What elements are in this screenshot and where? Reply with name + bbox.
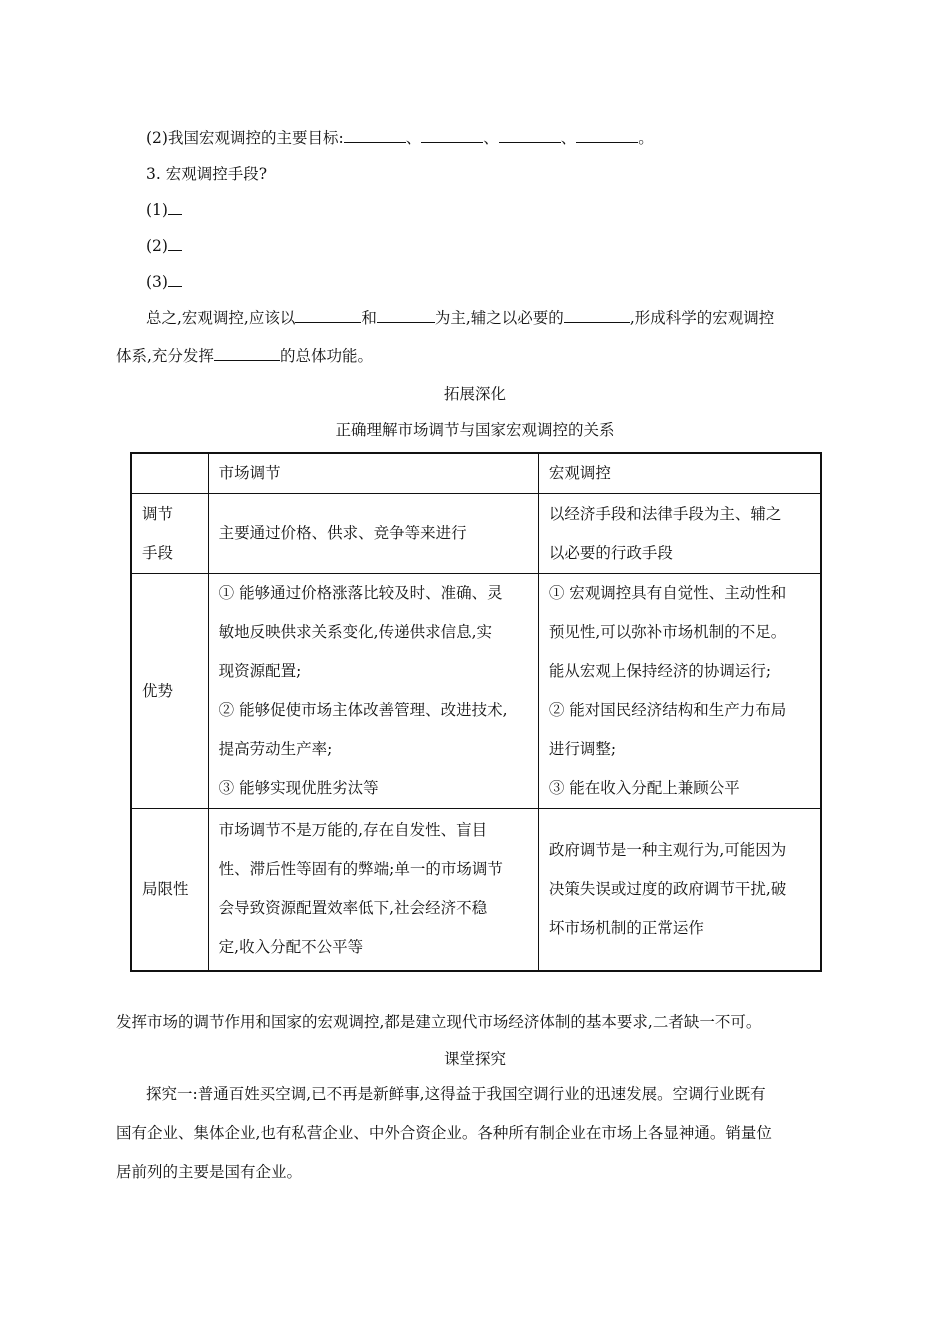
answer-blank[interactable] xyxy=(377,308,435,323)
table-header-row xyxy=(131,453,821,494)
summary-line-2: 体系,充分发挥 的总体功能。 xyxy=(116,347,373,365)
header-cell-macro: 宏观调控 xyxy=(538,453,821,494)
summary-line-1: 总之,宏观调控,应该以 和 为主,辅之以必要的 ,形成科学的宏观调控 xyxy=(146,309,775,327)
row-label: 调节 手段 xyxy=(131,494,208,574)
answer-blank[interactable] xyxy=(295,308,361,323)
question-2-text: (2)我国宏观调控的主要目标: xyxy=(146,129,344,147)
section-title: 拓展深化 xyxy=(443,385,506,403)
answer-blank[interactable] xyxy=(344,128,406,143)
conclusion-text: 发挥市场的调节作用和国家的宏观调控,都是建立现代市场经济体制的基本要求,二者缺一不可。 xyxy=(116,1013,762,1031)
comparison-table xyxy=(130,452,822,972)
macro-cell: 以经济手段和法律手段为主、辅之 以必要的行政手段 xyxy=(538,494,821,574)
question-3-item: (3) xyxy=(146,272,182,292)
answer-blank[interactable] xyxy=(168,236,182,251)
table-row-advantages xyxy=(131,574,821,809)
header-cell-empty xyxy=(131,453,208,494)
header-cell-market: 市场调节 xyxy=(208,453,538,494)
market-cell: 市场调节不是万能的,存在自发性、盲目 性、滞后性等固有的弊端;单一的市场调节 会导致资源配置效率低下,社会经济不稳 定,收入分配不公平等 xyxy=(208,809,538,971)
question-3-item: (2) xyxy=(146,236,182,256)
answer-blank[interactable] xyxy=(576,128,638,143)
answer-blank[interactable] xyxy=(168,200,182,215)
table-row-means xyxy=(131,494,821,574)
explore-line-1: 探究一:普通百姓买空调,已不再是新鲜事,这得益于我国空调行业的迅速发展。空调行业既有 xyxy=(146,1085,766,1103)
answer-blank[interactable] xyxy=(168,272,182,287)
answer-blank[interactable] xyxy=(564,308,630,323)
macro-cell: ① 宏观调控具有自觉性、主动性和 预见性,可以弥补市场机制的不足。 能从宏观上保持经济的协调运行; ② 能对国民经济结构和生产力布局 进行调整; ③ 能在收入分配上兼顾公平 xyxy=(538,574,821,809)
question-3-heading: 3. 宏观调控手段? xyxy=(146,165,268,183)
row-label: 优势 xyxy=(131,574,208,809)
answer-blank[interactable] xyxy=(499,128,561,143)
macro-cell: 政府调节是一种主观行为,可能因为 决策失误或过度的政府调节干扰,破 坏市场机制的正常运作 xyxy=(538,809,821,971)
answer-blank[interactable] xyxy=(421,128,483,143)
row-label: 局限性 xyxy=(131,809,208,971)
market-cell: 主要通过价格、供求、竞争等来进行 xyxy=(208,494,538,574)
question-2: (2)我国宏观调控的主要目标: 、 、 、 。 xyxy=(146,129,654,147)
explore-line-2: 国有企业、集体企业,也有私营企业、中外合资企业。各种所有制企业在市场上各显神通。销量位 xyxy=(116,1124,772,1142)
question-3-item: (1) xyxy=(146,200,182,220)
market-cell: ① 能够通过价格涨落比较及时、准确、灵 敏地反映供求关系变化,传递供求信息,实 现资源配置; ② 能够促使市场主体改善管理、改进技术, 提高劳动生产率; ③ 能够实现优胜劣汰等 xyxy=(208,574,538,809)
table-row-limitations xyxy=(131,809,821,971)
class-title: 课堂探究 xyxy=(443,1050,506,1068)
explore-line-3: 居前列的主要是国有企业。 xyxy=(116,1163,303,1181)
answer-blank[interactable] xyxy=(214,346,280,361)
table-title: 正确理解市场调节与国家宏观调控的关系 xyxy=(335,421,615,439)
